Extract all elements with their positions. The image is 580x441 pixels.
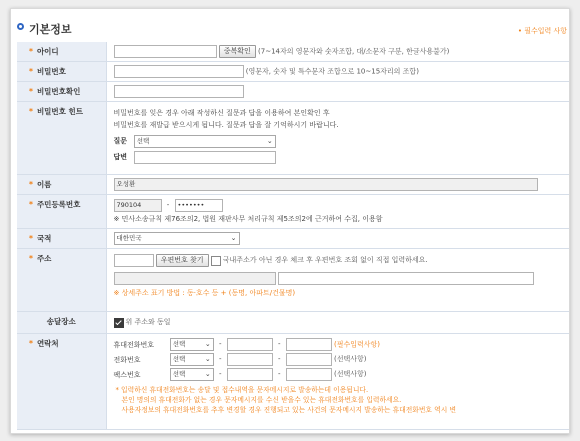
chevron-down-icon: ⌄ xyxy=(204,370,211,378)
form-row-rrn xyxy=(17,195,569,229)
question-select[interactable]: 선택 ⌄ xyxy=(134,135,276,148)
form-row-password-confirm xyxy=(17,82,569,102)
answer-label: 답변 xyxy=(113,153,128,161)
name-input: 오성환 xyxy=(114,178,538,191)
question-label: 질문 xyxy=(113,137,128,145)
section-bullet-icon xyxy=(17,23,24,30)
nationality-label: * 국적 xyxy=(17,229,106,249)
fax-middle-input[interactable] xyxy=(227,368,273,381)
required-star-icon: * xyxy=(29,234,33,243)
id-input[interactable] xyxy=(114,45,217,58)
tel-label: 전화번호 xyxy=(113,355,141,364)
contact-notice-1: * 입력하신 휴대전화번호는 송달 및 접수내역을 문자메시지로 발송하는데 이용됩니다. xyxy=(115,386,369,394)
password-hint-desc-2: 비밀번호를 재발급 받으시게 됩니다. 질문과 답을 잘 기억하시기 바랍니다. xyxy=(113,121,339,129)
required-star-icon: * xyxy=(29,47,33,56)
name-label: * 이름 xyxy=(17,175,106,195)
fax-prefix-select[interactable]: 선택 ⌄ xyxy=(170,368,214,381)
tel-optional-note: (선택사항) xyxy=(333,355,367,363)
rrn-dash: - xyxy=(166,201,170,209)
mobile-middle-input[interactable] xyxy=(227,338,273,351)
basic-info-panel xyxy=(10,8,570,434)
phone-row-mobile: 휴대전화번호 선택 ⌄ - - (필수입력사항) xyxy=(114,337,570,352)
address-detail-input[interactable] xyxy=(278,272,534,285)
chevron-down-icon: ⌄ xyxy=(230,234,237,242)
rrn-label: * 주민등록번호 xyxy=(17,195,106,229)
required-star-icon: * xyxy=(29,87,33,96)
contact-notice-2: 본인 명의의 휴대전화가 없는 경우 문자메시지를 수신 받을수 있는 휴대전화번호를 입력하세요. xyxy=(121,396,402,404)
address-label: * 주소 xyxy=(17,249,106,312)
answer-input[interactable] xyxy=(134,151,276,164)
form-row-address xyxy=(17,249,569,312)
form-row-password xyxy=(17,62,569,82)
rrn-legal-note: ※ 민사소송규칙 제76조의2, 법원 재판사무 처리규칙 제5조의2에 근거하여 수집, 이용함 xyxy=(113,215,383,223)
chevron-down-icon: ⌄ xyxy=(266,136,273,145)
delivery-label: 송달장소 xyxy=(17,312,106,334)
nationality-select[interactable]: 대한민국 ⌄ xyxy=(114,232,240,245)
tel-last-input[interactable] xyxy=(286,353,332,366)
form-row-name xyxy=(17,175,569,195)
domestic-address-checkbox[interactable] xyxy=(211,256,221,266)
fax-label: 팩스번호 xyxy=(113,370,141,379)
password-label: * 비밀번호 xyxy=(17,62,106,82)
domestic-address-check-label: 국내주소가 아닌 경우 체크 후 우편번호 조회 없이 직접 입력하세요. xyxy=(222,256,428,264)
chevron-down-icon: ⌄ xyxy=(204,340,211,348)
phone-row-tel: 전화번호 선택 ⌄ - - (선택사항) xyxy=(114,352,570,367)
required-star-icon: * xyxy=(29,107,33,116)
id-hint: (7~14자의 영문자와 숫자조합, 대/소문자 구분, 한글사용불가) xyxy=(258,47,450,56)
fax-last-input[interactable] xyxy=(286,368,332,381)
postcode-search-button[interactable]: 우편번호 찾기 xyxy=(156,254,209,267)
address-detail-note: ※ 상세주소 표기 방법 : 동·호수 등 + (동명, 아파트/건물명) xyxy=(113,289,296,297)
tel-middle-input[interactable] xyxy=(227,353,273,366)
password-confirm-input[interactable] xyxy=(114,85,244,98)
postcode-input[interactable] xyxy=(114,254,154,267)
id-label: * 아이디 xyxy=(17,42,106,62)
same-address-checkbox[interactable] xyxy=(114,318,124,328)
id-duplicate-check-button[interactable]: 중복확인 xyxy=(219,45,256,58)
contact-notice-3: 사용자정보의 휴대전화번호를 추후 변경할 경우 진행되고 있는 사건의 문자메시지 발송하는 휴대전화번호 역시 변 xyxy=(121,406,457,414)
phone-row-fax: 팩스번호 선택 ⌄ - - (선택사항) xyxy=(114,367,570,382)
rrn-front-input: 790104 xyxy=(114,199,162,212)
password-confirm-label: * 비밀번호확인 xyxy=(17,82,106,102)
section-header xyxy=(11,9,569,37)
form-row-nationality xyxy=(17,229,569,249)
form-row-id xyxy=(17,42,569,62)
mobile-phone-label: 휴대전화번호 xyxy=(113,340,155,349)
fax-optional-note: (선택사항) xyxy=(333,370,367,378)
mobile-last-input[interactable] xyxy=(286,338,332,351)
contact-label: * 연락처 xyxy=(17,334,106,430)
form-row-delivery xyxy=(17,312,569,334)
required-star-icon: * xyxy=(29,180,33,189)
password-hint: (영문자, 숫자 및 특수문자 조합으로 10~15자리의 조합) xyxy=(245,67,419,76)
required-star-icon: * xyxy=(29,200,33,209)
rrn-back-input[interactable]: ••••••• xyxy=(175,199,223,212)
required-star-icon: * xyxy=(29,254,33,263)
form-row-contact xyxy=(17,334,569,430)
chevron-down-icon: ⌄ xyxy=(204,355,211,363)
required-note: • 필수입력 사항 xyxy=(517,27,567,35)
tel-prefix-select[interactable]: 선택 ⌄ xyxy=(170,353,214,366)
mobile-required-note: (필수입력사항) xyxy=(333,340,381,349)
required-star-icon: * xyxy=(29,67,33,76)
same-address-label: 위 주소와 동일 xyxy=(125,318,171,326)
section-title: 기본정보 xyxy=(29,23,72,36)
basic-info-form xyxy=(17,42,569,430)
mobile-prefix-select[interactable]: 선택 ⌄ xyxy=(170,338,214,351)
password-hint-desc-1: 비밀번호를 잊은 경우 아래 작성하신 질문과 답을 이용하여 본인확인 후 xyxy=(113,109,330,117)
required-star-icon: * xyxy=(29,339,33,348)
address-main-input xyxy=(114,272,276,285)
password-input[interactable] xyxy=(114,65,244,78)
form-row-password-hint xyxy=(17,102,569,175)
password-hint-label: * 비밀번호 힌트 xyxy=(17,102,106,175)
